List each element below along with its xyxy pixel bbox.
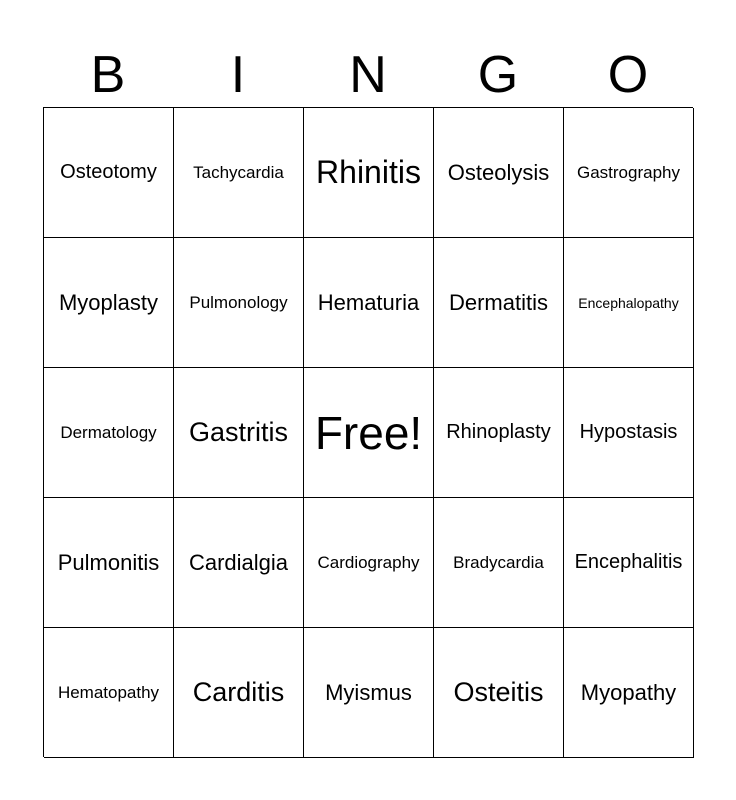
bingo-cell[interactable]: Tachycardia [174,108,304,238]
bingo-cell[interactable]: Osteitis [434,628,564,758]
header-letter-b: B [90,46,126,104]
bingo-cell[interactable]: Rhinoplasty [434,368,564,498]
header-letter-n: N [349,46,387,104]
bingo-cell[interactable]: Hematuria [304,238,434,368]
bingo-cell[interactable]: Hypostasis [564,368,694,498]
bingo-cell[interactable]: Osteolysis [434,108,564,238]
bingo-cell[interactable]: Carditis [174,628,304,758]
bingo-cell[interactable]: Hematopathy [44,628,174,758]
bingo-cell[interactable]: Rhinitis [304,108,434,238]
bingo-board [43,107,693,757]
bingo-cell[interactable]: Pulmonology [174,238,304,368]
bingo-cell[interactable]: Gastrography [564,108,694,238]
bingo-cell[interactable]: Encephalitis [564,498,694,628]
header-letter-i: I [230,46,246,104]
bingo-cell[interactable]: Dermatitis [434,238,564,368]
bingo-cell[interactable]: Cardiography [304,498,434,628]
header-letter-g: G [477,46,519,104]
bingo-cell[interactable]: Cardialgia [174,498,304,628]
bingo-cell[interactable]: Dermatology [44,368,174,498]
bingo-cell[interactable]: Myismus [304,628,434,758]
header-letter-o: O [607,46,649,104]
bingo-cell[interactable]: Osteotomy [44,108,174,238]
bingo-header [43,42,693,108]
bingo-cell[interactable]: Encephalopathy [564,238,694,368]
free-space-cell[interactable]: Free! [304,368,434,498]
bingo-cell[interactable]: Myopathy [564,628,694,758]
bingo-cell[interactable]: Pulmonitis [44,498,174,628]
bingo-cell[interactable]: Myoplasty [44,238,174,368]
bingo-cell[interactable]: Bradycardia [434,498,564,628]
bingo-cell[interactable]: Gastritis [174,368,304,498]
